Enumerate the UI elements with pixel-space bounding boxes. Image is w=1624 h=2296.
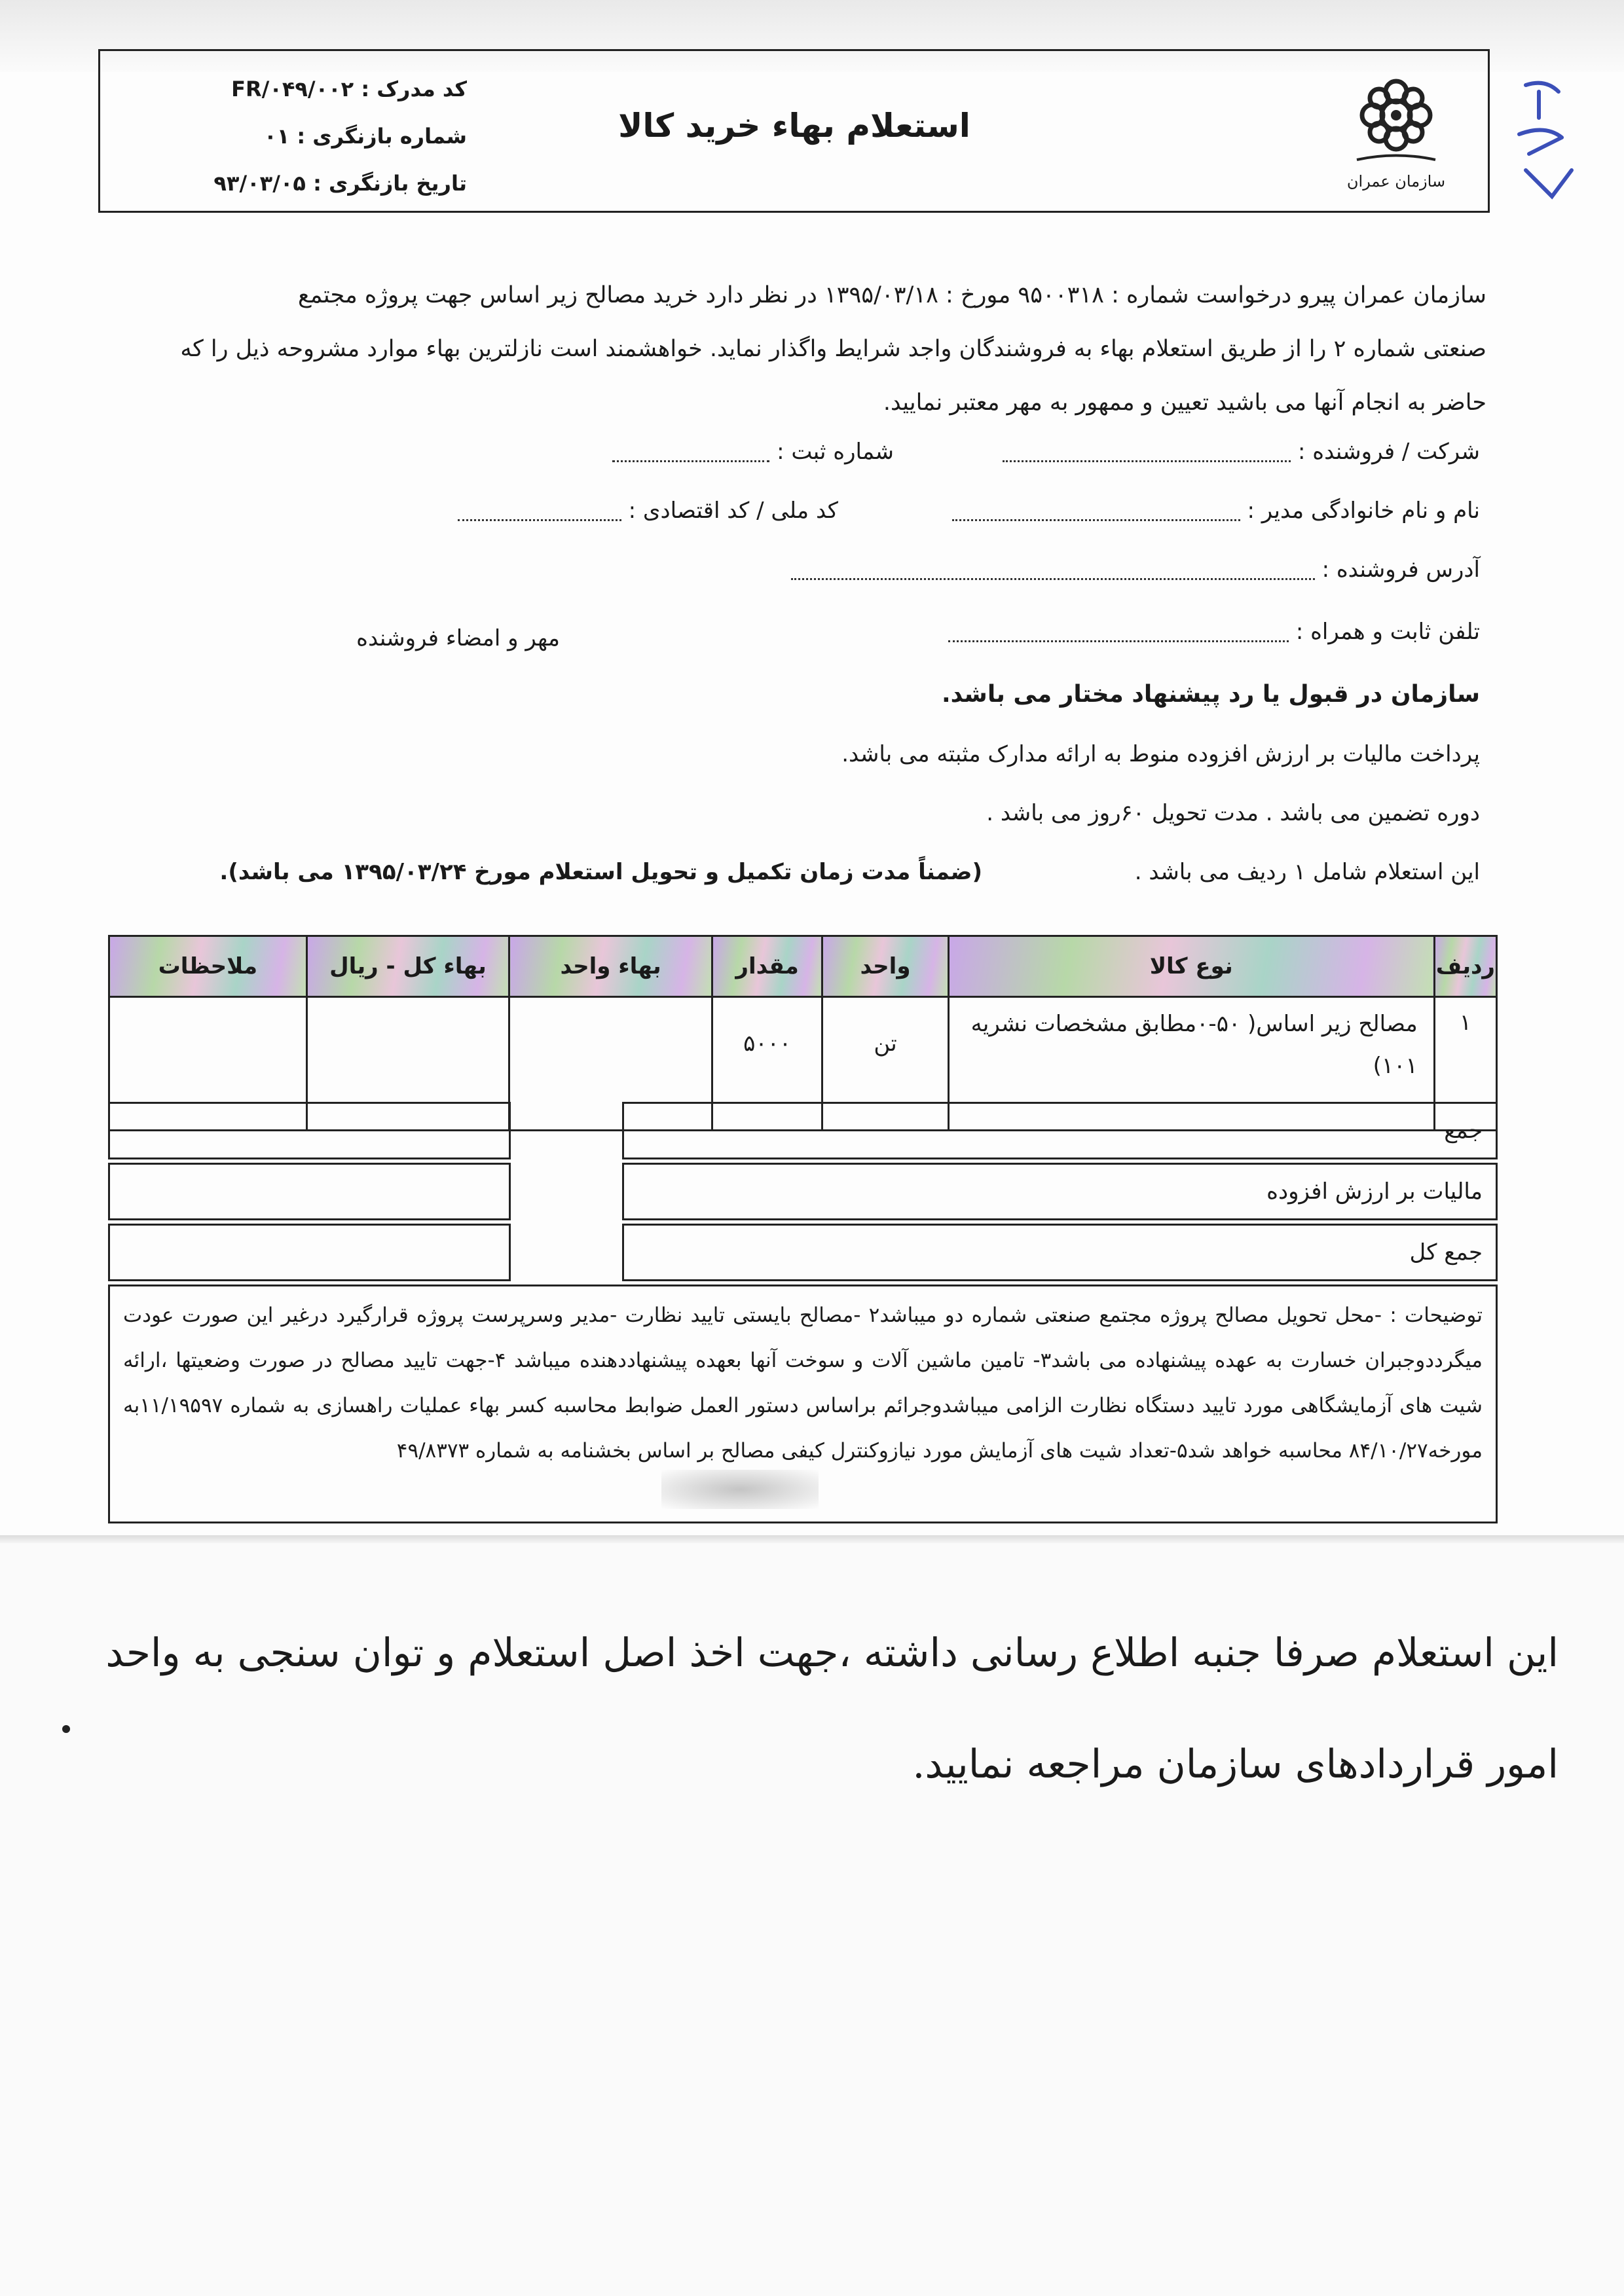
warranty-delivery-note: دوره تضمین می باشد . مدت تحویل ۶۰روز می باشد . bbox=[986, 800, 1480, 826]
company-field[interactable] bbox=[1003, 439, 1480, 465]
table-header-row bbox=[109, 936, 1497, 997]
dot-mark bbox=[62, 1725, 70, 1733]
sum-row bbox=[108, 1102, 1498, 1159]
col-row-header: ردیف bbox=[1434, 936, 1496, 997]
phone-blank bbox=[948, 623, 1289, 642]
registration-field[interactable] bbox=[612, 439, 894, 465]
col-total-header: بهاء کل - ریال bbox=[306, 936, 509, 997]
doc-code: کد مدرک : FR/۰۴۹/۰۰۲ bbox=[231, 77, 467, 101]
reserve-right-note: سازمان در قبول یا رد پیشنهاد مختار می باشد. bbox=[941, 681, 1480, 708]
grand-total-label: جمع کل bbox=[622, 1224, 1498, 1281]
vat-value-box[interactable] bbox=[108, 1163, 511, 1220]
col-unit-header: واحد bbox=[822, 936, 948, 997]
grand-total-row bbox=[108, 1224, 1498, 1281]
col-unit-price-header: بهاء واحد bbox=[509, 936, 712, 997]
quantity-cell: ۵۰۰۰ bbox=[712, 997, 822, 1131]
document-meta bbox=[126, 65, 467, 207]
document-header bbox=[98, 49, 1490, 213]
intro-line-3: حاضر به انجام آنها می باشید تعیین و ممهور به مهر معتبر نمایید. bbox=[883, 390, 1486, 416]
manager-field[interactable] bbox=[952, 498, 1480, 524]
national-code-field[interactable] bbox=[458, 498, 838, 524]
seal-signature-label: مهر و امضاء فروشنده bbox=[356, 625, 560, 651]
faded-stamp bbox=[661, 1470, 819, 1509]
manager-blank bbox=[952, 502, 1240, 521]
col-qty-header: مقدار bbox=[712, 936, 822, 997]
address-label: آدرس فروشنده : bbox=[1321, 556, 1480, 583]
col-notes-header: ملاحظات bbox=[109, 936, 307, 997]
revision-number: شماره بازنگری : ۰۱ bbox=[264, 124, 467, 149]
deadline-note: (ضمناً مدت زمان تکمیل و تحویل استعلام مورخ ۱۳۹۵/۰۳/۲۴ می باشد). bbox=[219, 859, 982, 885]
row-number-cell: ۱ bbox=[1434, 997, 1496, 1131]
address-blank bbox=[791, 561, 1315, 580]
registration-blank bbox=[612, 443, 769, 462]
registration-label: شماره ثبت : bbox=[777, 439, 894, 465]
logo-caption: سازمان عمران bbox=[1346, 172, 1446, 191]
col-item-header: نوع کالا bbox=[948, 936, 1434, 997]
intro-line-2: صنعتی شماره ۲ را از طریق استعلام بهاء به فروشندگان واجد شرایط واگذار نماید. خواهشمند است نازلترین بهاء موارد مشروحه ذیل را که bbox=[180, 336, 1486, 362]
company-label: شرکت / فروشنده : bbox=[1298, 439, 1480, 465]
revision-date: تاریخ بازنگری : ۹۳/۰۳/۰۵ bbox=[213, 171, 467, 196]
unit-cell: تن bbox=[822, 997, 948, 1131]
notes-box: توضیحات : -محل تحویل مصالح پروژه مجتمع صنعتی شماره دو میباشد۲ -مصالح بایستی تایید نظارت -مدیر وسرپرست پروژه قرارگیرد درغیر این صورت عودت میگرددوجبران خسارت به عهده پیشنهاده می باشد۳- تامین ماشین آلات و سوخت آنها بعهده پیشنهاددهنده میباشد ۴-جهت تایید مصالح در صورت وضعیتها ،ارائه شیت های آزمایشگاهی مورد تایید دستگاه نظارت الزامی میباشدوجرائم براساس دستور العمل ضوابط محاسبه کسر بهاء عملیات راهسازی به شماره ۱۱/۱۹۵۹۷به مورخه۸۴/۱۰/۲۷ محاسبه خواهد شد۵-تعداد شیت های آزمایش مورد نیازوکنترل کیفی مصالح بر اساس بخشنامه به شماره ۴۹/۸۳۷۳ bbox=[108, 1285, 1498, 1523]
phone-field[interactable] bbox=[948, 619, 1480, 645]
address-field[interactable] bbox=[791, 556, 1480, 583]
vat-row bbox=[108, 1163, 1498, 1220]
page-title: استعلام بهاء خرید کالا bbox=[618, 107, 970, 145]
sum-label: جمع bbox=[622, 1102, 1498, 1159]
sum-value-box[interactable] bbox=[108, 1102, 511, 1159]
national-code-label: کد ملی / کد اقتصادی : bbox=[628, 498, 838, 524]
national-code-blank bbox=[458, 502, 621, 521]
notice-text: این استعلام صرفا جنبه اطلاع رسانی داشته ،جهت اخذ اصل استعلام و توان سنجی به واحد امور قراردادهای سازمان مراجعه نمایید. bbox=[105, 1630, 1559, 1787]
vat-label: مالیات بر ارزش افزوده bbox=[622, 1163, 1498, 1220]
vat-note: پرداخت مالیات بر ارزش افزوده منوط به ارائه مدارک مثبته می باشد. bbox=[841, 741, 1480, 767]
phone-label: تلفن ثابت و همراه : bbox=[1295, 619, 1480, 645]
item-description-cell: مصالح زیر اساس( ۵۰-۰مطابق مشخصات نشریه ۱۰۱) bbox=[948, 997, 1434, 1131]
row-count-note: این استعلام شامل ۱ ردیف می باشد . bbox=[1134, 859, 1480, 885]
paper-fold bbox=[0, 1535, 1624, 1543]
intro-paragraph bbox=[98, 268, 1486, 429]
intro-line-1: سازمان عمران پیرو درخواست شماره : ۹۵۰۰۳۱۸ مورخ : ۱۳۹۵/۰۳/۱۸ در نظر دارد خرید مصالح زیر اساس جهت پروژه مجتمع bbox=[298, 282, 1486, 308]
company-blank bbox=[1003, 443, 1291, 462]
manager-label: نام و نام خانوادگی مدیر : bbox=[1247, 498, 1480, 524]
handwritten-number bbox=[1500, 72, 1585, 210]
grand-total-value-box[interactable] bbox=[108, 1224, 511, 1281]
